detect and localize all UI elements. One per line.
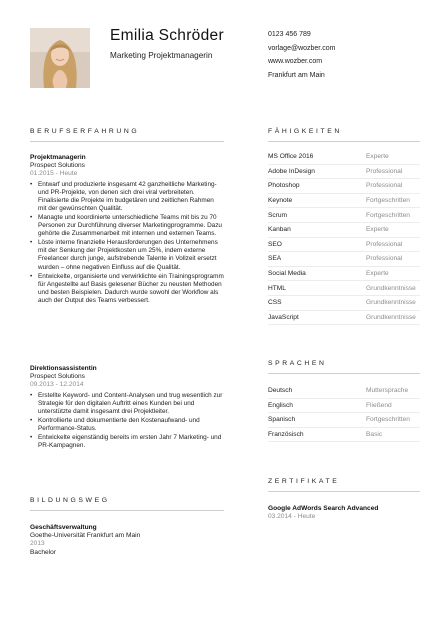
skill-name: Photoshop [268,182,300,190]
skill-row [268,281,420,296]
skill-row [268,223,420,238]
job-entry [30,154,224,306]
skill-name: HTML [268,284,286,292]
skill-level: Professional [366,240,403,248]
skill-level: Grundkenntnisse [366,313,416,321]
candidate-name: Emilia Schröder [110,27,224,44]
languages-list [268,384,420,442]
skill-level: Professional [366,182,403,190]
skills-list [268,150,420,325]
education-year: 2013 [30,540,45,548]
education-degree: Bachelor [30,548,57,556]
skill-level: Fortgeschritten [366,197,410,205]
skill-row [268,238,420,253]
skill-level: Grundkenntnisse [366,299,416,307]
job-date: 09.2013 - 12.2014 [30,381,84,389]
skill-name: CSS [268,299,282,307]
skill-row [268,150,420,165]
section-title-education: BILDUNGSWEG [30,497,224,511]
job-bullet: • Erstellte Keyword- und Content-Analysen und trug wesentlich zur Strategie für den digitalen Auftritt eines Kunden bei und unterstützte damit insgesamt drei Projektleiter. [30,392,224,416]
contact-location: Frankfurt am Main [268,71,325,79]
job-bullet: • Entwickelte eigenständig bereits im ersten Jahr 7 Marketing- und PR-Kampagnen. [30,434,224,450]
skill-row [268,165,420,180]
contact-phone: 0123 456 789 [268,31,311,38]
skill-name: SEA [268,255,282,263]
contact-email: vorlage@wozber.com [268,44,336,52]
skill-level: Experte [366,153,389,161]
portrait-photo [30,28,90,88]
education-school: Goethe-Universität Frankfurt am Main [30,532,141,540]
candidate-role: Marketing Projektmanagerin [110,51,213,60]
certificate-entry [268,505,378,521]
skill-name: Social Media [268,270,306,278]
skill-row [268,194,420,209]
section-title-certificates: ZERTIFIKATE [268,478,420,492]
section-title-experience: BERUFSERFAHRUNG [30,128,224,142]
skill-level: Professional [366,255,403,263]
job-bullet: • Kontrollierte und dokumentierte den Kostenaufwand- und Performance-Status. [30,417,224,433]
skill-row [268,179,420,194]
skill-name: Kanban [268,226,291,234]
language-level: Muttersprache [366,387,409,395]
job-bullet: • Managte und koordinierte unterschiedliche Teams mit bis zu 70 Personen zur Durchführung diverser Marketingprogramme. Dazu gehörte die Zusammenarbeit mit internen und externen Teams. [30,214,224,238]
skill-name: Adobe InDesign [268,167,315,175]
skill-name: Scrum [268,211,288,219]
skill-level: Professional [366,167,403,175]
skill-row [268,311,420,326]
job-title: Direktionsassistentin [30,365,97,372]
contact-block [268,28,335,82]
language-row [268,428,420,443]
education-entry [30,524,224,557]
job-date: 01.2015 - Heute [30,170,78,178]
language-name: Deutsch [268,387,293,395]
skill-row [268,252,420,267]
job-company: Prospect Solutions [30,373,85,381]
education-field: Geschäftsverwaltung [30,524,97,531]
skill-level: Fortgeschritten [366,211,410,219]
contact-website: www.wozber.com [268,58,323,65]
skill-level: Grundkenntnisse [366,284,416,292]
language-name: Englisch [268,401,293,409]
language-row [268,399,420,414]
skill-level: Experte [366,226,389,234]
skill-row [268,267,420,282]
language-row [268,413,420,428]
section-title-skills: FÄHIGKEITEN [268,128,420,142]
job-bullet: • Löste interne finanzielle Herausforderungen des Unternehmens mit der Senkung der Projektkosten um 25%, indem externe Freelancer durch junge, aufstrebende Talente in Vollzeit ersetzt wurden – ohne negativen Einfluss auf die Qualität. [30,239,224,271]
skill-row [268,208,420,223]
language-level: Fortgeschritten [366,416,410,424]
job-bullets [30,392,224,451]
skill-level: Experte [366,270,389,278]
job-entry [30,365,224,451]
skill-name: MS Office 2016 [268,153,314,161]
language-level: Basic [366,431,383,439]
skill-name: Keynote [268,197,293,205]
section-title-languages: SPRACHEN [268,360,420,374]
certificate-title: Google AdWords Search Advanced [268,505,379,512]
language-name: Spanisch [268,416,296,424]
job-bullets [30,181,224,305]
job-bullet: • Entwickelte, organisierte und verwirklichte ein Trainingsprogramm für Angestellte auf Basis gelesener Bücher zu neusten Methoden und besten Beispielen. Dadurch wurde sowohl der Workflow als auch der Output des Teams verbessert. [30,273,224,305]
skill-name: JavaScript [268,313,299,321]
job-bullet: • Entwarf und produzierte insgesamt 42 ganzheitliche Marketing- und PR-Projekte, von denen sich drei viral verbreiteten. Finalisierte die Projekte im budgetären und zeitlichen Rahmen mit der gewünschten Qualität. [30,181,224,213]
skill-row [268,296,420,311]
job-company: Prospect Solutions [30,162,85,170]
portrait-icon [30,28,90,88]
skill-name: SEO [268,240,282,248]
language-level: Fließend [366,401,392,409]
certificate-date: 03.2014 - Heute [268,513,316,521]
language-name: Französisch [268,431,304,439]
job-title: Projektmanagerin [30,154,86,161]
language-row [268,384,420,399]
